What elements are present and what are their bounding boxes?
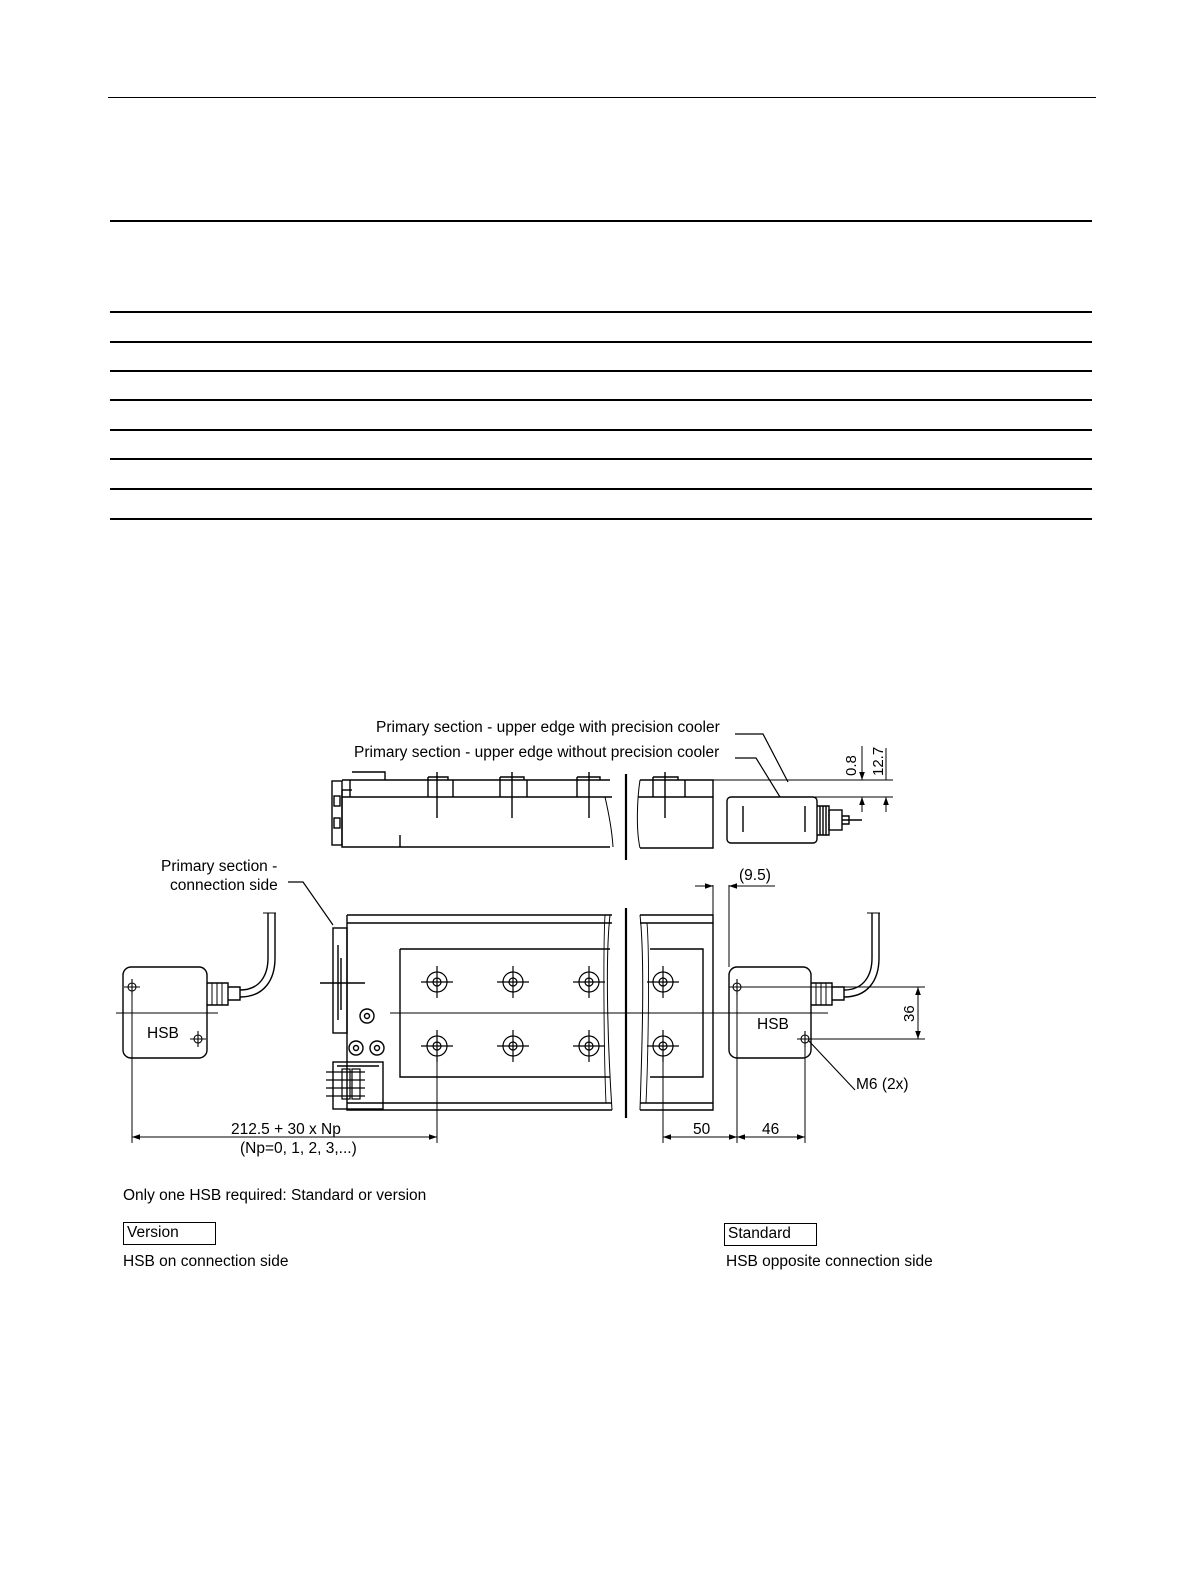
version-caption: HSB on connection side	[123, 1253, 289, 1270]
top-view	[116, 908, 828, 1118]
leader-without-cooler	[735, 758, 780, 797]
dim-46: 46	[762, 1121, 780, 1138]
standard-box: Standard	[724, 1223, 817, 1246]
note-only-one-hsb: Only one HSB required: Standard or version	[123, 1187, 427, 1204]
dim-9-5: (9.5)	[739, 867, 771, 884]
dim-36: 36	[901, 1005, 918, 1022]
label-hsb-right: HSB	[757, 1016, 789, 1033]
dim-0-8: 0.8	[843, 755, 860, 776]
label-connection-side-line2: connection side	[170, 877, 278, 894]
hsb-right-module	[729, 913, 880, 1058]
label-connection-side-line1: Primary section -	[161, 858, 278, 875]
hsb-left-module	[123, 913, 276, 1058]
dim-50: 50	[693, 1121, 711, 1138]
label-formula-line2: (Np=0, 1, 2, 3,...)	[240, 1140, 357, 1157]
label-formula-line1: 212.5 + 30 x Np	[231, 1121, 341, 1138]
standard-caption: HSB opposite connection side	[726, 1253, 933, 1270]
label-upper-edge-with-cooler: Primary section - upper edge with precision cooler	[376, 719, 720, 736]
mounting-holes	[421, 966, 679, 1062]
dim-12-7: 12.7	[870, 746, 887, 776]
label-m6: M6 (2x)	[856, 1076, 909, 1093]
label-hsb-left: HSB	[147, 1025, 179, 1042]
side-view	[332, 746, 893, 860]
version-box: Version	[123, 1222, 216, 1245]
label-upper-edge-without-cooler: Primary section - upper edge without precision cooler	[354, 744, 720, 761]
